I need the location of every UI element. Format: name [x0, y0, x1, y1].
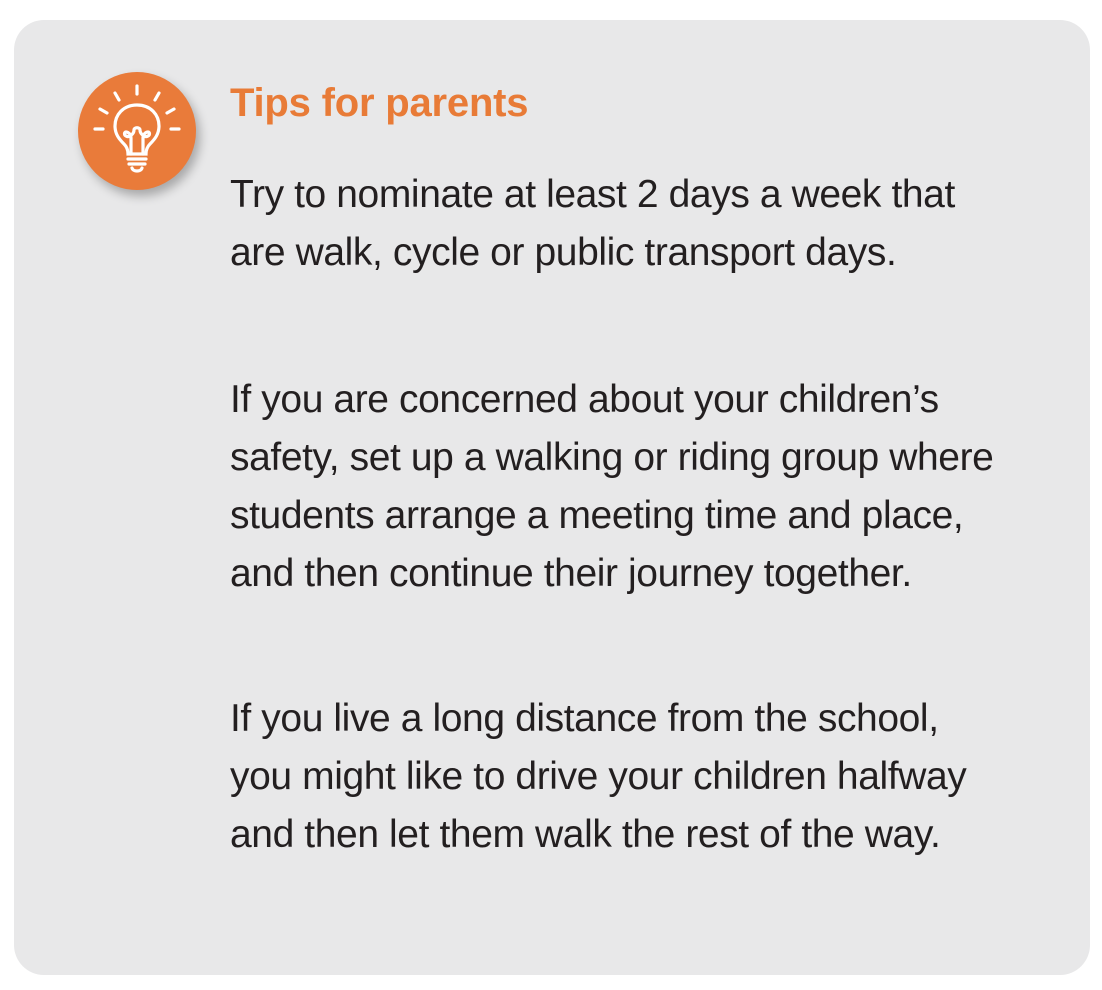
tip-paragraph-2: If you are concerned about your children’s safety, set up a walking or riding group where students arrange a meeting time and place, and then continue their journey together.: [230, 378, 994, 595]
lightbulb-icon: [78, 72, 196, 190]
tip-paragraph-1: Try to nominate at least 2 days a week that are walk, cycle or public transport days.: [230, 173, 955, 274]
lightbulb-badge: [78, 72, 196, 190]
tip-paragraph-3: If you live a long distance from the school, you might like to drive your children halfway and then let them walk the rest of the way.: [230, 697, 967, 856]
tips-title: Tips for parents: [230, 81, 529, 125]
